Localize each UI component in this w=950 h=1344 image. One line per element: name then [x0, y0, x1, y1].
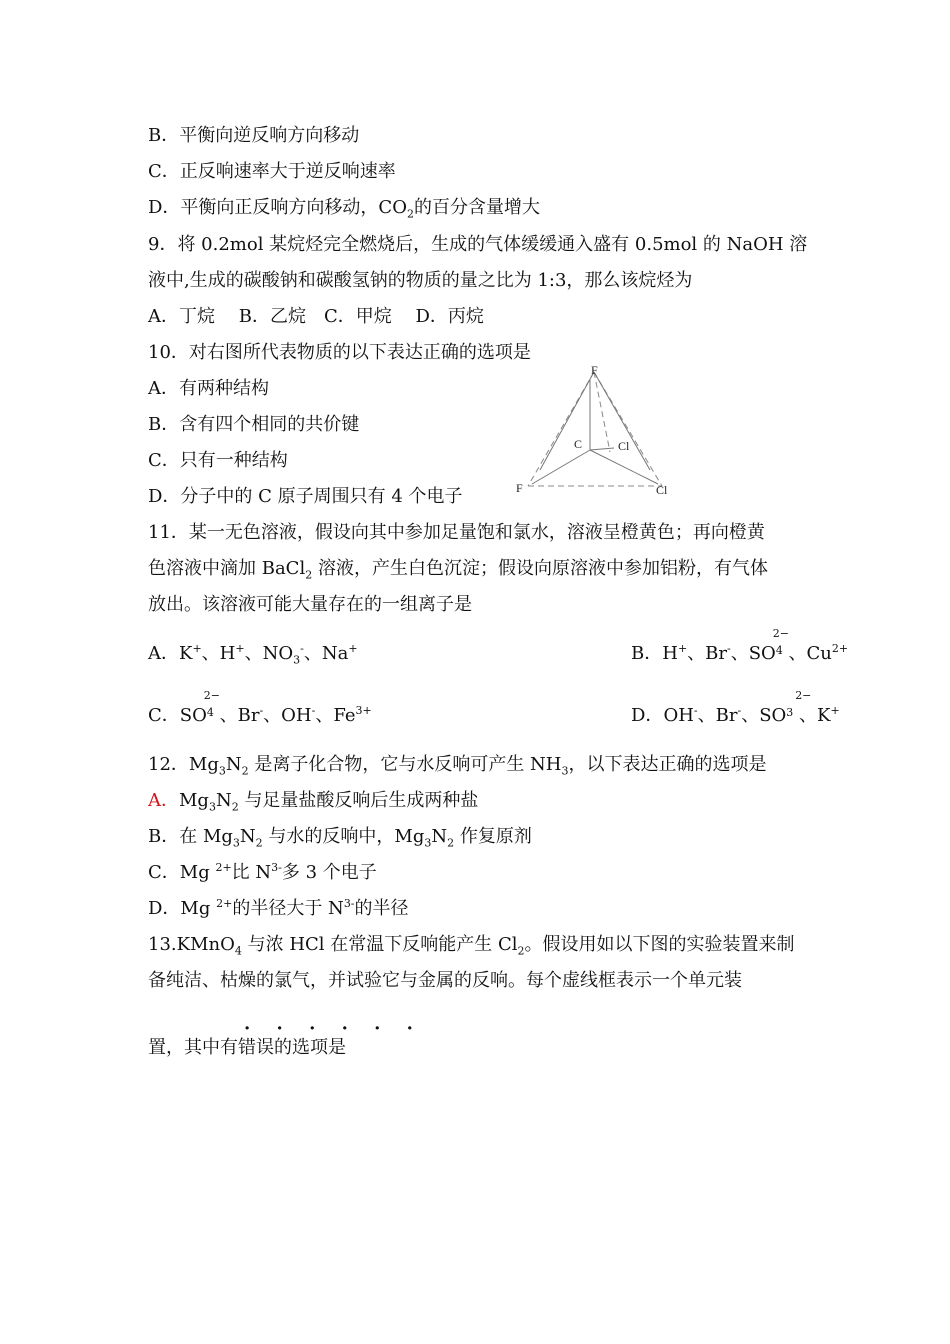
figure-label-top-f: F — [591, 363, 598, 377]
q8-option-b: B．平衡向逆反响方向移动 — [148, 125, 360, 146]
q12-option-a: A．$Mg_3N_2$ 与足量盐酸反响后生成两种盐 — [148, 790, 479, 814]
q11-stem-line3: 放出。该溶液可能大量存在的一组离子是 — [148, 594, 472, 615]
q11-stem-line1: 11．某一无色溶液，假设向其中参加足量饱和氯水，溶液呈橙黄色；再向橙黄 — [148, 522, 765, 543]
emphasis-dots: · · · · · · — [244, 1018, 423, 1039]
q12-option-c: C．Mg $^{2+}$比 $N^{3-}$多 3 个电子 — [148, 861, 377, 883]
q9-options: A．丁烷 B．乙烷 C．甲烷 D．丙烷 — [148, 306, 484, 327]
q11-stem-line2: 色溶液中滴加 BaCl$_2$ 溶液，产生白色沉淀；假设向原溶液中参加铝粉，有气体 — [148, 558, 768, 582]
q9-stem-line1: 9．将 0.2mol 某烷烃完全燃烧后，生成的气体缓缓通入盛有 0.5mol 的 NaOH 溶 — [148, 234, 808, 255]
q8-option-d: D．平衡向正反响方向移动，$CO_2$的百分含量增大 — [148, 197, 540, 221]
q9-stem-line2: 液中,生成的碳酸钠和碳酸氢钠的物质的量之比为 1:3，那么该烷烃为 — [148, 270, 693, 291]
q13-stem-line1: 13.KMnO$_4$ 与浓 HCl 在常温下反响能产生 $Cl_2$。假设用如以下图的实验装置来制 — [148, 934, 795, 958]
q10-stem: 10．对右图所代表物质的以下表达正确的选项是 — [148, 342, 531, 363]
q11-option-a: A．K+、H+、$NO_3^-$、Na+ B．H+、Br-、$SO^4$ 2− 、$Cu^{2+}$ — [148, 627, 849, 667]
figure-label-center-c: C — [574, 437, 583, 451]
q12-option-d: D．Mg $^{2+}$的半径大于 $N^{3-}$的半径 — [148, 897, 409, 919]
q10-option-d: D．分子中的 C 原子周围只有 4 个电子 — [148, 486, 463, 507]
q10-option-c: C．只有一种结构 — [148, 450, 288, 471]
q12-option-b: B．在 $Mg_3N_2$ 与水的反响中，$Mg_3N_2$ 作复原剂 — [148, 826, 532, 850]
q13-stem-line3: 置，其中有错误的选项是 — [148, 1037, 346, 1058]
q12-stem: 12．$Mg_3N_2$ 是离子化合物，它与水反响可产生 $NH_3$，以下表达正确的选项是 — [148, 754, 767, 778]
tetrahedron-figure — [510, 360, 680, 500]
q11-option-c: C．$SO^4$ 2− 、Br-、OH-、$Fe^{3+}$ D．OH-、Br-、$SO^3$ 2− 、K+ — [148, 704, 372, 730]
q11-option-b: B．H+、Br-、$SO^4$ 2− 、$Cu^{2+}$ — [631, 627, 849, 664]
q10-option-b: B．含有四个相同的共价键 — [148, 414, 360, 435]
q8-option-c: C．正反响速率大于逆反响速率 — [148, 161, 396, 182]
q10-option-a: A．有两种结构 — [148, 378, 269, 399]
q13-stem-line2: 备纯洁、枯燥的氯气，并试验它与金属的反响。每个虚线框表示一个单元装 — [148, 970, 742, 991]
q11-option-d: D．OH-、Br-、$SO^3$ 2− 、K+ — [631, 689, 840, 726]
figure-label-mid-cl: Cl — [618, 439, 630, 453]
figure-label-left-f: F — [516, 481, 523, 495]
figure-label-right-cl: Cl — [656, 483, 668, 497]
